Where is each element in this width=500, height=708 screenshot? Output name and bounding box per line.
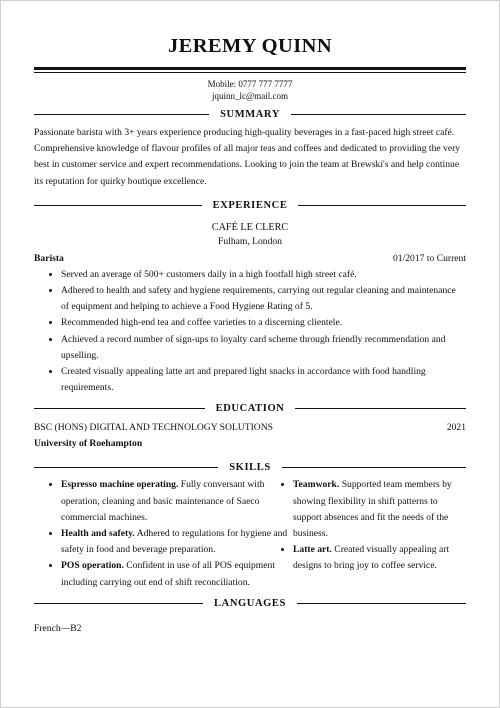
company-location: Fulham, London xyxy=(218,235,282,247)
skill-text: Adhered to regulations for hygiene and safety in food and beverage preparation. xyxy=(61,528,288,556)
skill-text: Fully conversant with operation, cleaning and basic maintenance of Saeco commercial machines. xyxy=(61,479,265,523)
skill-title: Teamwork. xyxy=(293,479,340,491)
contact-block xyxy=(34,78,466,102)
header-rule-thin xyxy=(34,72,466,73)
skill-text: Created visually appealing art designs to bring joy to coffee service. xyxy=(293,544,450,572)
job-row xyxy=(34,252,466,266)
school-row xyxy=(34,437,466,451)
candidate-name: JEREMY QUINN xyxy=(167,35,333,57)
section-title: EXPERIENCE xyxy=(212,200,288,212)
summary-text: Passionate barista with 3+ years experience producing high-quality beverages in a fast-paced high street café. Comprehensive knowledge of flavour profiles of all major teas and coffees and dedicated to providing the very best in customer service and expert recommendations. Looking to join the team at Brewski's and help continue its reputation for quirky boutique excellence. xyxy=(34,127,461,187)
divider-line xyxy=(34,114,209,115)
summary-heading xyxy=(34,106,466,122)
divider-line xyxy=(34,603,203,604)
section-title: EDUCATION xyxy=(215,402,285,414)
languages-heading xyxy=(34,596,466,612)
skill-title: Latte art. xyxy=(293,544,332,556)
job-bullets xyxy=(34,267,466,397)
divider-line xyxy=(291,114,466,115)
school-name: University of Roehampton xyxy=(34,438,143,450)
section-title: SKILLS xyxy=(229,461,271,473)
job-title: Barista xyxy=(34,252,64,264)
divider-line xyxy=(282,467,466,468)
list-item xyxy=(61,526,293,558)
list-item xyxy=(293,542,466,574)
divider-line xyxy=(298,205,466,206)
degree-title: BSC (HONS) DIGITAL AND TECHNOLOGY SOLUTIONS xyxy=(34,422,273,434)
skill-title: POS operation. xyxy=(61,560,124,572)
degree-year: 2021 xyxy=(446,422,466,434)
list-item xyxy=(61,477,293,526)
skills-columns xyxy=(34,477,466,590)
section-title: SUMMARY xyxy=(220,108,280,120)
skills-heading xyxy=(34,459,466,475)
divider-line xyxy=(295,408,466,409)
list-item xyxy=(61,558,293,590)
job-dates: 01/2017 to Current xyxy=(392,252,466,264)
divider-line xyxy=(34,408,205,409)
section-title: LANGUAGES xyxy=(214,598,286,610)
contact-mobile: Mobile: 0777 777 7777 xyxy=(207,79,293,89)
education-heading xyxy=(34,400,466,416)
skills-left-list xyxy=(34,477,293,590)
list-item: • Achieved a record number of sign-ups to loyalty card scheme through friendly recommendation and upselling. xyxy=(61,332,466,364)
skill-text: Supported team members by showing flexibility in shift patterns to support absences and fit the needs of the business. xyxy=(293,479,452,540)
divider-line xyxy=(34,467,218,468)
skills-right-list xyxy=(293,477,466,590)
divider-line xyxy=(297,603,466,604)
list-item: • Adhered to health and safety and hygiene requirements, carrying out regular cleaning and maintenance of equipment and helping to achieve a Food Hygiene Rating of 5. xyxy=(61,283,466,315)
list-item xyxy=(293,477,466,542)
skill-title: Health and safety. xyxy=(61,528,135,540)
experience-heading xyxy=(34,198,466,214)
company-name: CAFÉ LE CLERC xyxy=(211,221,289,233)
divider-line xyxy=(34,205,202,206)
list-item: • Served an average of 500+ customers daily in a high footfall high street café. xyxy=(61,267,466,283)
skill-title: Espresso machine operating. xyxy=(61,479,179,491)
language-entry: French—B2 xyxy=(34,622,82,634)
contact-email: jquinn_lc@mail.com xyxy=(211,91,289,101)
degree-row xyxy=(34,421,466,435)
list-item: • Recommended high-end tea and coffee varieties to a discerning clientele. xyxy=(61,315,466,331)
list-item: • Created visually appealing latte art and prepared light snacks in accordance with food handling requirements. xyxy=(61,364,466,396)
header-rule-thick xyxy=(34,67,466,70)
skill-text: Confident in use of all POS equipment including carrying out end of shift reconciliation. xyxy=(61,560,275,588)
